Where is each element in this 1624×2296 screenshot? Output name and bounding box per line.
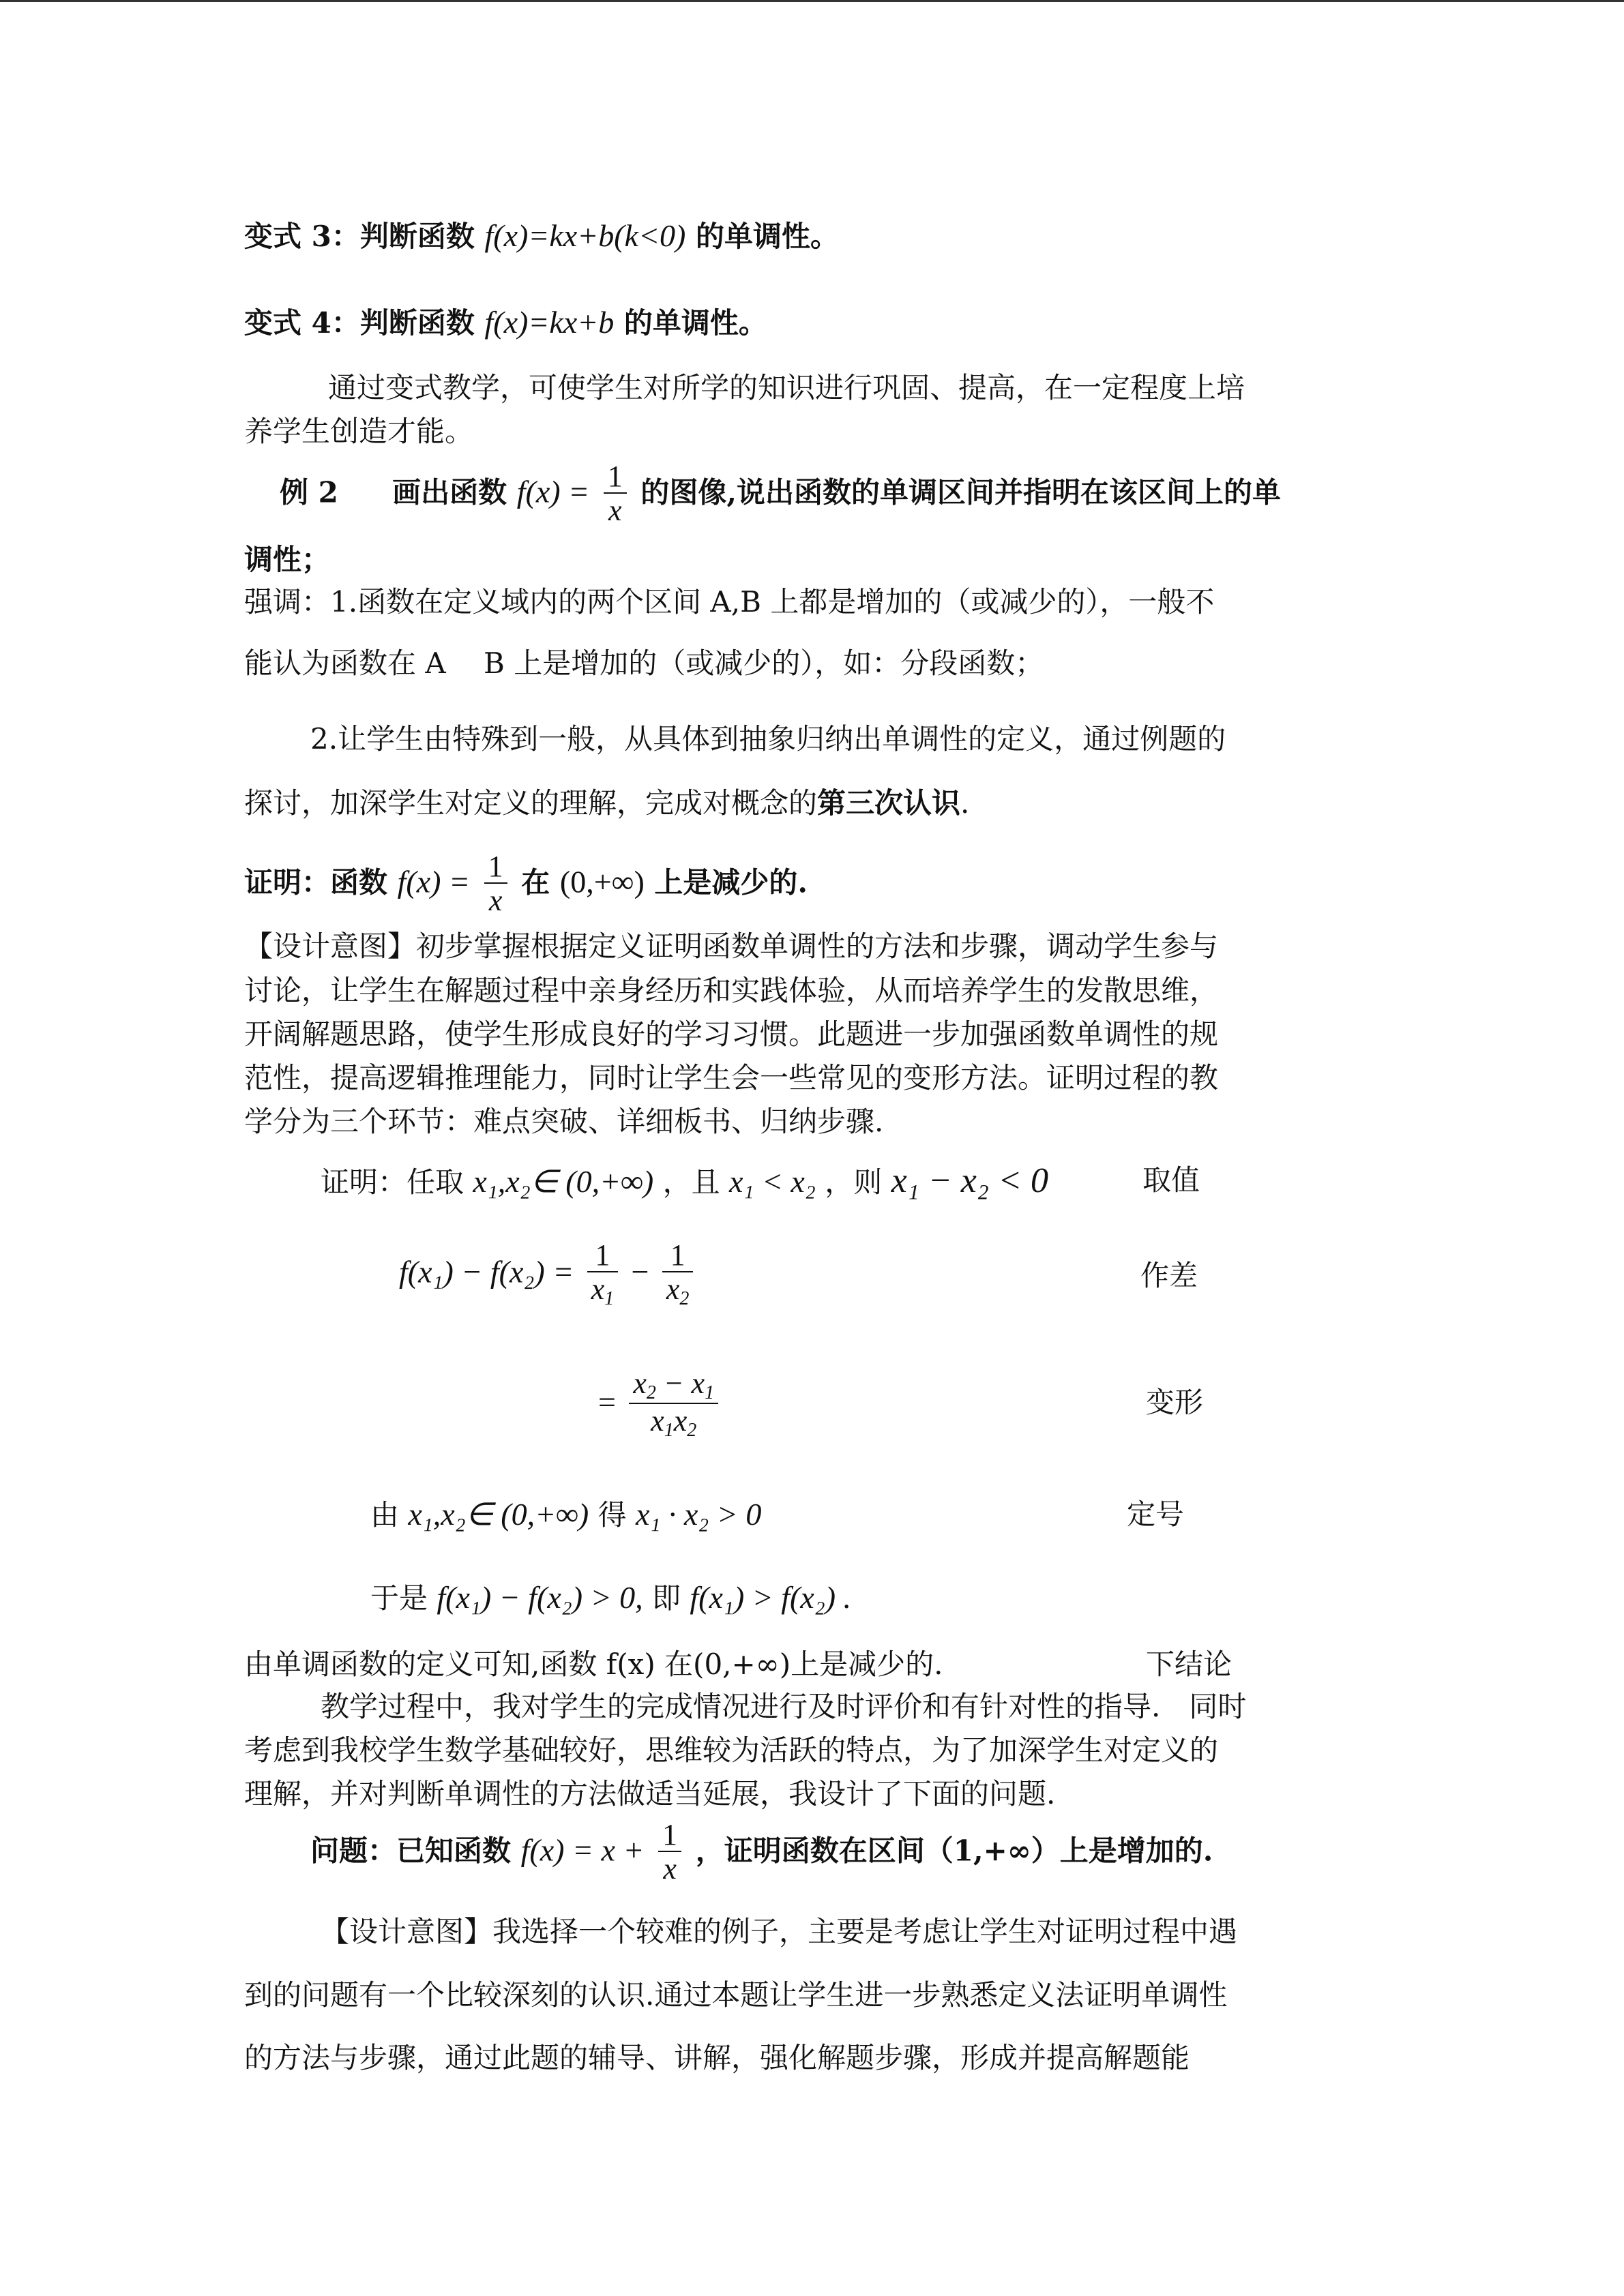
fraction-denominator: x <box>658 1851 681 1887</box>
design-intent-1-line2: 讨论，让学生在解题过程中亲身经历和实践体验，从而培养学生的发散思维， <box>244 974 1219 1007</box>
proof-conclusion: 由单调函数的定义可知,函数 f(x) 在(0,+∞)上是减少的. <box>244 1648 943 1681</box>
proof-step3-tag: 变形 <box>1146 1386 1204 1419</box>
proof-step4-mid: 得 <box>597 1498 627 1532</box>
problem-fraction <box>658 1819 681 1887</box>
fraction-denominator: x <box>484 882 507 919</box>
proof-step5-text: 于是 <box>370 1581 428 1615</box>
variant-4-formula: f(x)=kx+b <box>484 305 615 340</box>
proof-claim-mid: 在 <box>521 865 550 899</box>
emphasis-line4-text: 探讨，加深学生对定义的理解，完成对概念的 <box>244 786 818 820</box>
fraction-numerator: $x_2 - x_1$ <box>633 1367 715 1403</box>
fraction-numerator: 1 <box>662 1818 678 1851</box>
variant-3-label: 变式 3：判断函数 <box>244 220 475 253</box>
design-intent-2-line1: 【设计意图】我选择一个较难的例子，主要是考虑让学生对证明过程中遇 <box>321 1915 1238 1948</box>
minus-sign: − <box>631 1254 649 1289</box>
proof-claim-formula: f(x) = <box>397 864 471 899</box>
proof-step1-text: 证明：任取 <box>321 1165 464 1199</box>
problem-formula: f(x) = x + <box>520 1832 645 1868</box>
fraction-denominator: $x_2$ <box>662 1271 694 1310</box>
design-intent-1-line3: 开阔解题思路，使学生形成良好的学习习惯。此题进一步加强函数单调性的规 <box>244 1017 1219 1051</box>
teaching-process-line2: 考虑到我校学生数学基础较好，思维较为活跃的特点，为了加深学生对定义的 <box>244 1733 1219 1767</box>
design-intent-1-line1: 【设计意图】初步掌握根据定义证明函数单调性的方法和步骤，调动学生参与 <box>244 929 1219 963</box>
emphasis-line4-bold: 第三次认识 <box>817 786 961 820</box>
proof-step4-math: x₁,x₂∈ (0,+∞) <box>408 1497 589 1532</box>
proof-step1-tag: 取值 <box>1142 1163 1200 1197</box>
emphasis-line2: 能认为函数在 A B 上是增加的（或减少的），如：分段函数； <box>244 646 1044 680</box>
problem-lead: 问题：已知函数 <box>310 1834 512 1868</box>
equals-sign: = <box>598 1384 616 1420</box>
proof-claim-interval: (0,+∞) <box>559 864 645 899</box>
fraction-numerator: 1 <box>607 460 623 493</box>
fraction-denominator: x <box>604 492 627 528</box>
example-2-line2: 调性； <box>244 543 331 576</box>
proof-claim-line <box>244 851 808 919</box>
emphasis-line4-end: . <box>960 786 970 820</box>
proof-step2-lhs: f(x₁) − f(x₂) = <box>399 1254 574 1289</box>
problem-line <box>310 1819 1213 1887</box>
example-2-rest: 的图像,说出函数的单调区间并指明在该区间上的单 <box>640 475 1281 509</box>
variant-3-line <box>244 220 839 252</box>
design-intent-1-line5: 学分为三个环节：难点突破、详细板书、归纳步骤. <box>244 1105 884 1138</box>
proof-step1-then: ，则 <box>825 1165 883 1199</box>
proof-step5-mid: 即 <box>651 1581 681 1615</box>
proof-step2-fraction-b <box>662 1240 694 1310</box>
variant-3-formula: f(x)=kx+b(k<0) <box>484 218 686 253</box>
proof-step4-text: 由 <box>370 1498 400 1532</box>
design-intent-2-line3: 的方法与步骤，通过此题的辅导、讲解，强化解题步骤，形成并提高解题能 <box>244 2041 1190 2074</box>
proof-step2-fraction-a <box>587 1240 619 1310</box>
variant-4-tail: 的单调性。 <box>623 306 767 340</box>
proof-step4-tag: 定号 <box>1127 1497 1185 1531</box>
variant-4-label: 变式 4：判断函数 <box>244 306 475 340</box>
proof-step2-tag: 作差 <box>1140 1259 1198 1292</box>
proof-claim-fraction <box>484 851 507 919</box>
fraction-numerator: 1 <box>488 850 503 883</box>
fraction-denominator: $x_1$ <box>587 1271 619 1310</box>
proof-step1 <box>321 1163 1048 1199</box>
example-2-label: 例 2 <box>280 475 338 509</box>
example-2-lead: 画出函数 <box>392 475 507 509</box>
fraction-denominator: $x_1x_2$ <box>629 1403 718 1442</box>
proof-step1-result: x₁ − x₂ < 0 <box>891 1161 1049 1200</box>
proof-step1-mid: ，且 <box>662 1165 720 1199</box>
proof-claim-lead: 证明：函数 <box>244 865 388 899</box>
teaching-process-line3: 理解，并对判断单调性的方法做适当延展，我设计了下面的问题. <box>244 1777 1056 1810</box>
emphasis-line4 <box>244 786 970 820</box>
teaching-note-line2: 养学生创造才能。 <box>244 415 474 448</box>
teaching-note-line1: 通过变式教学，可使学生对所学的知识进行巩固、提高，在一定程度上培 <box>328 371 1245 404</box>
emphasis-line3: 2.让学生由特殊到一般，从具体到抽象归纳出单调性的定义，通过例题的 <box>310 722 1226 756</box>
proof-step4-result: x₁ · x₂ > 0 <box>635 1497 762 1532</box>
emphasis-line1: 强调：1.函数在定义域内的两个区间 A,B 上都是增加的（或减少的），一般不 <box>244 585 1215 618</box>
proof-step2 <box>399 1240 697 1310</box>
teaching-process-line1: 教学过程中，我对学生的完成情况进行及时评价和有针对性的指导. 同时 <box>321 1690 1247 1723</box>
fraction-numerator: 1 <box>670 1238 685 1272</box>
example-2-formula: f(x) = <box>516 474 590 509</box>
proof-step5-math: f(x₁) − f(x₂) > 0, <box>437 1580 643 1615</box>
fraction-numerator: 1 <box>595 1238 610 1272</box>
proof-step1-inequality: x₁ < x₂ <box>728 1164 816 1199</box>
example-2-fraction <box>604 461 627 528</box>
example-2-line <box>280 461 1281 528</box>
proof-step3-fraction <box>629 1368 718 1442</box>
proof-step3 <box>598 1368 722 1442</box>
variant-4-line <box>244 307 767 338</box>
problem-tail: ，证明函数在区间（1,+∞）上是增加的. <box>695 1834 1213 1868</box>
proof-claim-tail: 上是减少的. <box>654 865 808 899</box>
proof-conclusion-tag: 下结论 <box>1146 1648 1232 1681</box>
design-intent-1-line4: 范性，提高逻辑推理能力，同时让学生会一些常见的变形方法。证明过程的教 <box>244 1061 1219 1094</box>
design-intent-2-line2: 到的问题有一个比较深刻的认识.通过本题让学生进一步熟悉定义法证明单调性 <box>244 1978 1228 2012</box>
proof-step5 <box>370 1582 851 1613</box>
proof-step1-math: x₁,x₂∈ (0,+∞) <box>473 1164 654 1199</box>
proof-step5-result: f(x₁) > f(x₂) . <box>690 1580 852 1615</box>
variant-3-tail: 的单调性。 <box>695 220 839 253</box>
proof-step4 <box>370 1499 761 1530</box>
